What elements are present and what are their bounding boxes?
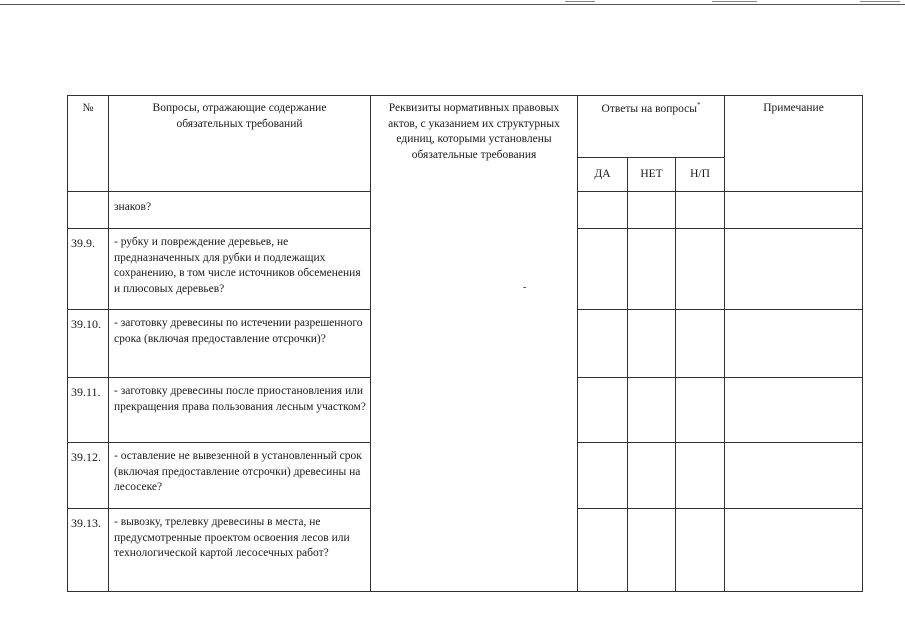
header-answers [578, 96, 725, 158]
row-question: знаков? [109, 192, 371, 229]
row-number [68, 192, 109, 229]
answer-yes-cell [578, 509, 628, 592]
answer-na-cell [676, 378, 725, 443]
top-rule-fragment [565, 1, 595, 2]
note-cell [725, 509, 863, 592]
header-answers-label: Ответы на вопросы [601, 102, 697, 115]
row-question: - заготовку древесины по истечении разрешенного срока (включая предоставление отсрочки)? [109, 310, 371, 378]
row-question: - рубку и повреждение деревьев, не предназначенных для рубки и подлежащих сохранению, в том числе источников обсеменения и плюсовых деревьев? [109, 229, 371, 310]
note-cell [725, 443, 863, 509]
answer-na-cell [676, 443, 725, 509]
header-na: Н/П [676, 158, 725, 192]
answer-yes-cell [578, 378, 628, 443]
top-rule-fragment [860, 1, 900, 2]
top-rule-fragment [712, 1, 757, 2]
answer-yes-cell [578, 229, 628, 310]
answer-na-cell [676, 310, 725, 378]
header-no: НЕТ [628, 158, 676, 192]
row-question: - вывозку, трелевку древесины в места, не предусмотренные проектом освоения лесов или технологической картой лесосечных работ? [109, 509, 371, 592]
stray-mark: - [523, 282, 527, 293]
answer-no-cell [628, 509, 676, 592]
note-cell [725, 229, 863, 310]
answer-no-cell [628, 378, 676, 443]
row-number: 39.13. [68, 509, 109, 592]
header-questions: Вопросы, отражающие содержание обязательных требований [109, 96, 371, 192]
header-row [68, 96, 863, 158]
answer-yes-cell [578, 192, 628, 229]
row-question: - заготовку древесины после приостановления или прекращения права пользования лесным участком? [109, 378, 371, 443]
row-number: 39.10. [68, 310, 109, 378]
answer-no-cell [628, 229, 676, 310]
row-number: 39.9. [68, 229, 109, 310]
answer-no-cell [628, 443, 676, 509]
answer-no-cell [628, 192, 676, 229]
answer-na-cell [676, 229, 725, 310]
answer-na-cell [676, 192, 725, 229]
checklist-table [67, 95, 863, 592]
note-cell [725, 378, 863, 443]
header-yes: ДА [578, 158, 628, 192]
row-question: - оставление не вывезенной в установленный срок (включая предоставление отсрочки) древесины на лесосеке? [109, 443, 371, 509]
note-cell [725, 192, 863, 229]
header-answers-footnote-mark: * [696, 101, 701, 109]
top-rule [0, 4, 905, 5]
answer-na-cell [676, 509, 725, 592]
answer-no-cell [628, 310, 676, 378]
requisites-column [371, 96, 578, 592]
header-note: Примечание [725, 96, 863, 192]
row-number: 39.11. [68, 378, 109, 443]
header-num: № [68, 96, 109, 192]
row-number: 39.12. [68, 443, 109, 509]
note-cell [725, 310, 863, 378]
answer-yes-cell [578, 310, 628, 378]
header-requisites: Реквизиты нормативных правовых актов, с указанием их структурных единиц, которыми установлены обязательные требования [388, 102, 560, 161]
answer-yes-cell [578, 443, 628, 509]
